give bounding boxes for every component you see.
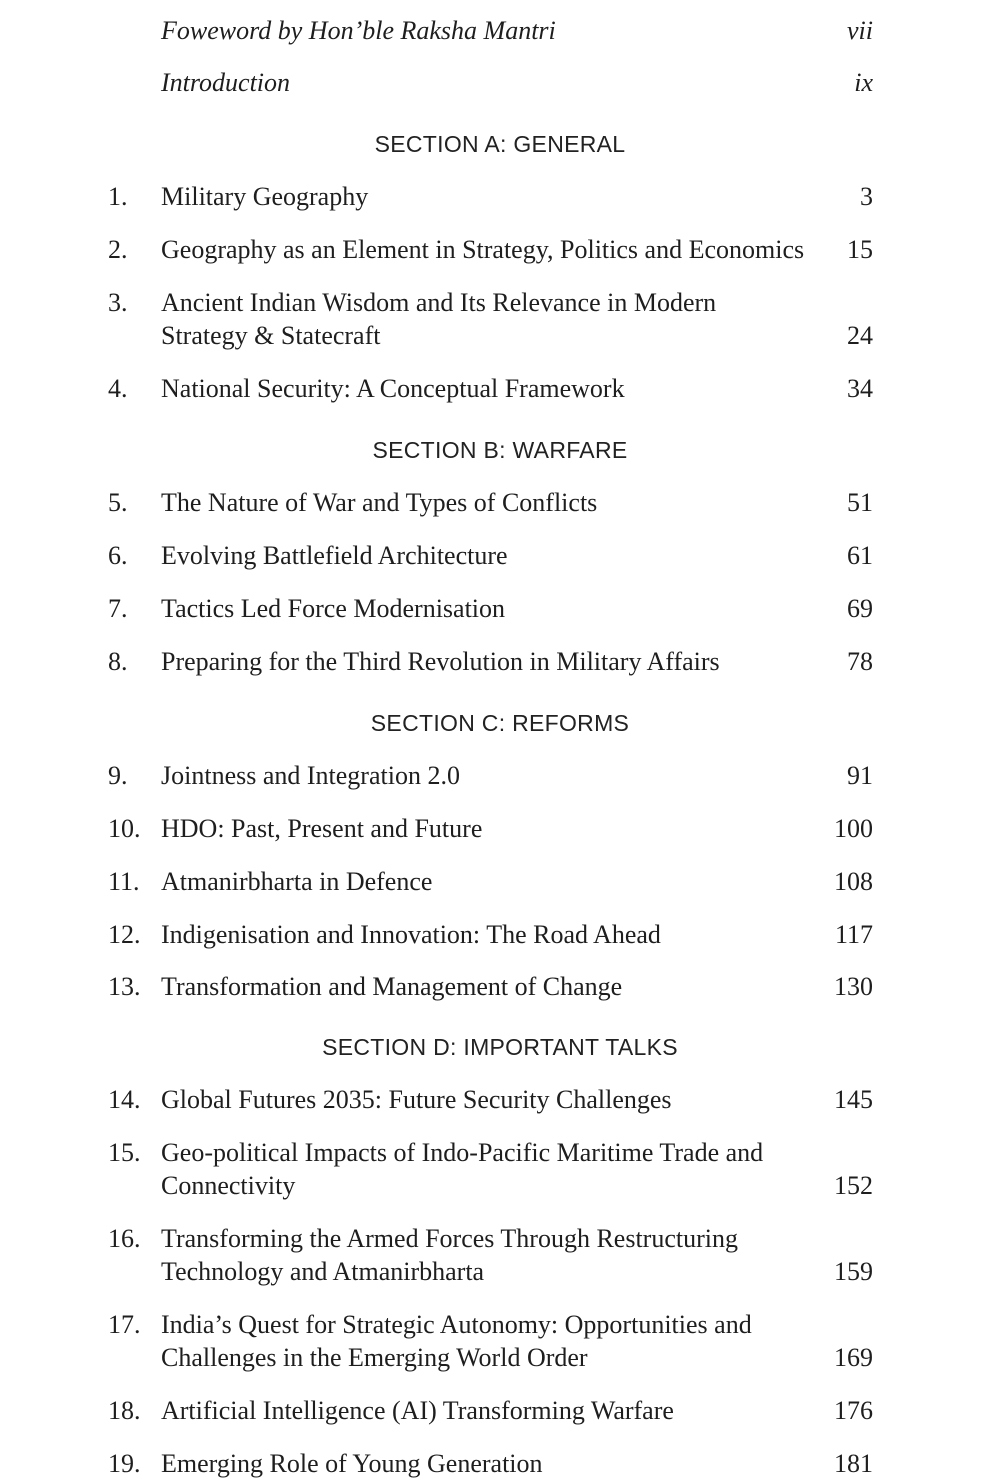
chapter-title: Emerging Role of Young Generation [161, 1449, 543, 1478]
section-heading-d: SECTION D: IMPORTANT TALKS [322, 1034, 678, 1060]
chapter-page: 100 [834, 814, 873, 843]
chapter-title-line-1: Geo-political Impacts of Indo-Pacific Maritime Trade and [161, 1138, 764, 1167]
chapter-title: HDO: Past, Present and Future [161, 814, 483, 843]
chapter-page: 91 [847, 761, 873, 790]
chapter-page: 169 [834, 1343, 873, 1372]
section-heading-a: SECTION A: GENERAL [374, 131, 626, 157]
chapter-page: 3 [860, 182, 873, 211]
entry-page: vii [847, 16, 873, 45]
chapter-title: Indigenisation and Innovation: The Road Ahead [161, 920, 661, 949]
chapter-page: 24 [847, 321, 873, 350]
chapter-page: 51 [847, 488, 873, 517]
chapter-number: 12. [108, 920, 141, 949]
chapter-title-line-1: Ancient Indian Wisdom and Its Relevance in Modern [161, 288, 717, 317]
chapter-number: 13. [108, 972, 141, 1001]
chapter-title: Evolving Battlefield Architecture [161, 541, 508, 570]
chapter-number: 2. [108, 235, 128, 264]
chapter-title: Atmanirbharta in Defence [161, 867, 433, 896]
entry-page: ix [854, 68, 873, 97]
chapter-number: 8. [108, 647, 128, 676]
chapter-number: 4. [108, 374, 128, 403]
chapter-title-line-2: Connectivity [161, 1171, 296, 1200]
chapter-page: 159 [834, 1257, 873, 1286]
chapter-title: National Security: A Conceptual Framework [161, 374, 625, 403]
chapter-number: 16. [108, 1224, 141, 1253]
section-heading-b: SECTION B: WARFARE [372, 437, 628, 463]
chapter-number: 6. [108, 541, 128, 570]
chapter-title: Artificial Intelligence (AI) Transforming Warfare [161, 1396, 674, 1425]
chapter-number: 14. [108, 1085, 141, 1114]
section-heading-c: SECTION C: REFORMS [370, 710, 630, 736]
chapter-page: 15 [847, 235, 873, 264]
chapter-page: 34 [847, 374, 873, 403]
chapter-title: Tactics Led Force Modernisation [161, 594, 506, 623]
chapter-number: 5. [108, 488, 128, 517]
entry-title: Foweword by Hon’ble Raksha Mantri [161, 16, 556, 45]
chapter-number: 10. [108, 814, 141, 843]
chapter-page: 130 [834, 972, 873, 1001]
chapter-page: 78 [847, 647, 873, 676]
chapter-page: 108 [834, 867, 873, 896]
chapter-title-line-2: Challenges in the Emerging World Order [161, 1343, 588, 1372]
chapter-title: Military Geography [161, 182, 369, 211]
chapter-title-line-1: India’s Quest for Strategic Autonomy: Opportunities and [161, 1310, 752, 1339]
chapter-title: Global Futures 2035: Future Security Challenges [161, 1085, 672, 1114]
chapter-title-line-1: Transforming the Armed Forces Through Restructuring [161, 1224, 738, 1253]
chapter-page: 69 [847, 594, 873, 623]
chapter-title-line-2: Technology and Atmanirbharta [161, 1257, 485, 1286]
chapter-number: 19. [108, 1449, 141, 1478]
chapter-title-line-2: Strategy & Statecraft [161, 321, 381, 350]
chapter-page: 176 [834, 1396, 873, 1425]
chapter-number: 9. [108, 761, 128, 790]
chapter-page: 152 [834, 1171, 873, 1200]
chapter-page: 117 [834, 920, 873, 949]
chapter-number: 18. [108, 1396, 141, 1425]
chapter-page: 145 [834, 1085, 873, 1114]
chapter-title: The Nature of War and Types of Conflicts [161, 488, 598, 517]
chapter-page: 181 [834, 1449, 873, 1478]
chapter-title: Preparing for the Third Revolution in Military Affairs [161, 647, 720, 676]
chapter-number: 17. [108, 1310, 141, 1339]
chapter-title: Geography as an Element in Strategy, Politics and Economics [161, 235, 805, 264]
entry-title: Introduction [161, 68, 291, 97]
chapter-title: Transformation and Management of Change [161, 972, 623, 1001]
chapter-number: 11. [108, 867, 140, 896]
chapter-number: 15. [108, 1138, 141, 1167]
chapter-page: 61 [847, 541, 873, 570]
chapter-title: Jointness and Integration 2.0 [161, 761, 460, 790]
chapter-number: 3. [108, 288, 128, 317]
chapter-number: 7. [108, 594, 128, 623]
chapter-number: 1. [108, 182, 128, 211]
